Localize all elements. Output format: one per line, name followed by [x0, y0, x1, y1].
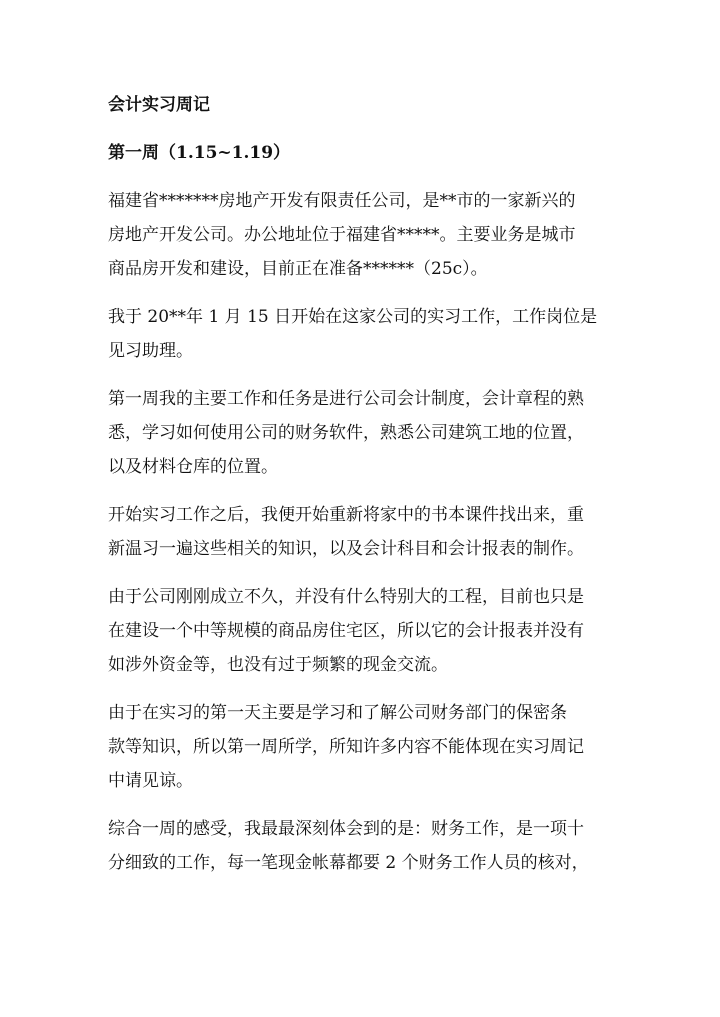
paragraph-summary — [108, 812, 626, 880]
paragraph-first-week-tasks — [108, 382, 626, 484]
document-title: 会计实习周记 — [108, 95, 210, 115]
paragraph-line: 开始实习工作之后，我便开始重新将家中的书本课件找出来，重 — [108, 505, 584, 525]
paragraph-line: 第一周我的主要工作和任务是进行公司会计制度，会计章程的熟 — [108, 389, 584, 409]
paragraph-line: 我于 20**年 1 月 15 日开始在这家公司的实习工作，工作岗位是 — [108, 307, 598, 327]
paragraph-line: 悉，学习如何使用公司的财务软件，熟悉公司建筑工地的位置， — [108, 423, 584, 443]
paragraph-line: 以及材料仓库的位置。 — [108, 457, 278, 477]
paragraph-start-date — [108, 300, 626, 368]
paragraph-line: 在建设一个中等规模的商品房住宅区，所以它的会计报表并没有 — [108, 621, 584, 641]
paragraph-line: 由于在实习的第一天主要是学习和了解公司财务部门的保密条 — [108, 703, 567, 723]
week-heading: 第一周（1.15~1.19） — [108, 143, 291, 163]
paragraph-line: 商品房开发和建设，目前正在准备******（25c）。 — [108, 259, 488, 279]
document-body — [108, 88, 626, 894]
paragraph-line: 由于公司刚刚成立不久，并没有什么特别大的工程，目前也只是 — [108, 587, 584, 607]
paragraph-company-status — [108, 580, 626, 682]
paragraph-line: 新温习一遍这些相关的知识，以及会计科目和会计报表的制作。 — [108, 539, 584, 559]
paragraph-company-intro — [108, 184, 626, 286]
paragraph-line: 房地产开发公司。办公地址位于福建省*****。主要业务是城市 — [108, 225, 576, 245]
paragraph-confidentiality — [108, 696, 626, 798]
paragraph-line: 综合一周的感受，我最最深刻体会到的是：财务工作，是一项十 — [108, 819, 584, 839]
paragraph-review — [108, 498, 626, 566]
paragraph-line: 见习助理。 — [108, 341, 193, 361]
paragraph-line: 福建省*******房地产开发有限责任公司，是**市的一家新兴的 — [108, 191, 576, 211]
paragraph-line: 分细致的工作，每一笔现金帐幕都要 2 个财务工作人员的核对， — [108, 853, 589, 873]
paragraph-line: 款等知识，所以第一周所学，所知许多内容不能体现在实习周记 — [108, 737, 584, 757]
paragraph-line: 中请见谅。 — [108, 771, 193, 791]
paragraph-line: 如涉外资金等，也没有过于频繁的现金交流。 — [108, 655, 448, 675]
